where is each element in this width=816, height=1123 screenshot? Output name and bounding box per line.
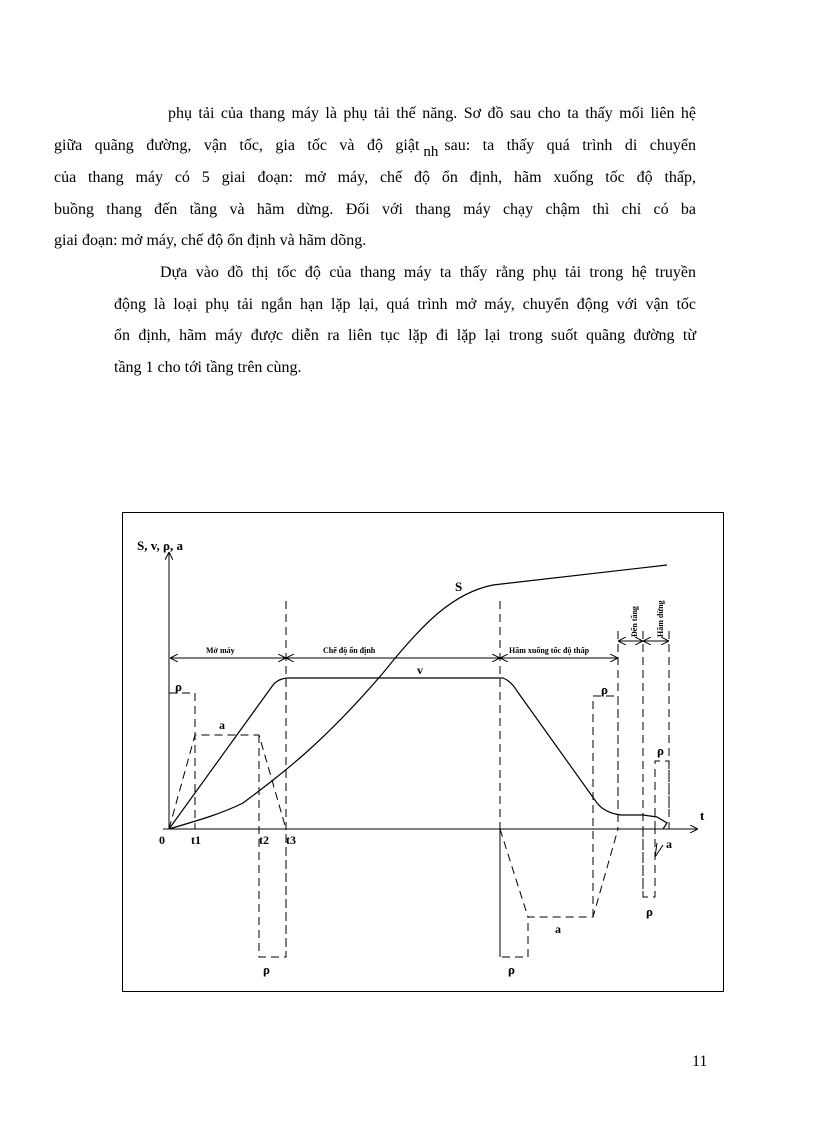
origin-label: 0 [159, 833, 165, 847]
distance-curve [169, 565, 667, 829]
paragraph-2-line-3: ổn định, hãm máy được diễn ra liên tục lặp đi lặp lại trong suốt quãng đường từ [114, 327, 696, 344]
paragraph-1-line-4: buồng thang đến tầng và hãm dừng. Đối với thang máy chạy chậm thì chỉ có ba [54, 200, 696, 218]
final-decel [655, 843, 663, 857]
paragraph-1 [54, 98, 696, 257]
phase-label-steady: Chế độ ổn định [323, 646, 376, 655]
a-label-slowdown: a [555, 922, 561, 936]
a-label-stop: a [666, 837, 672, 851]
accel-start [169, 735, 286, 829]
paragraph-2 [114, 257, 696, 383]
paragraph-1-line-3: của thang máy có 5 giai đoạn: mở máy, chế độ ổn định, hãm xuống tốc độ thấp, [54, 169, 696, 186]
v-curve-label: v [417, 663, 423, 677]
phase-label-start: Mở máy [206, 646, 235, 655]
t3-label: t3 [286, 833, 296, 847]
jerk-pos-stop [655, 761, 669, 829]
rho-label-start: ρ [175, 679, 182, 694]
y-axis-label: S, v, ρ, a [137, 538, 183, 553]
paragraph-1-line-5: giai đoạn: mở máy, chế độ ổn định và hãm dõng. [54, 232, 367, 249]
rho-label-slowdown-pos: ρ [601, 682, 608, 697]
elevator-motion-diagram [122, 512, 724, 992]
page-number: 11 [692, 1053, 708, 1070]
paragraph-1-line-2-before: giữa quãng đường, vận tốc, gia tốc và độ giật [54, 136, 420, 154]
decel-slowdown [500, 829, 618, 917]
jerk-pos-slowdown [593, 696, 618, 917]
velocity-curve [169, 678, 667, 829]
jerk-start [169, 693, 195, 829]
rho-label-t2: ρ [263, 962, 270, 977]
paragraph-1-line-2 [54, 130, 696, 163]
s-curve-label: S [455, 579, 463, 594]
jerk-neg-stop [643, 829, 655, 897]
paragraph-2-line-4: tầng 1 cho tới tầng trên cùng. [114, 358, 302, 376]
paragraph-2-line-1: Dựa vào đồ thị tốc độ của thang máy ta thấy rằng phụ tải trong hệ truyền [160, 264, 696, 281]
phase-label-arrive: Đến tầng [630, 606, 639, 637]
paragraph-1-line-2-after: sau: ta thấy quá trình di chuyển [444, 136, 696, 154]
paragraph-1-line-1: phụ tải của thang máy là phụ tải thế năng. Sơ đồ sau cho ta thấy mối liên hệ [168, 105, 696, 122]
phase-label-stop: Hãm dừng [656, 600, 665, 637]
rho-label-stop-pos: ρ [657, 743, 664, 758]
paragraph-2-line-2: động là loại phụ tải ngắn hạn lặp lại, quá trình mở máy, chuyển động với vận tốc [114, 295, 696, 313]
rho-label-slowdown-neg: ρ [508, 962, 515, 977]
x-axis-label: t [700, 808, 705, 823]
diagram-canvas [123, 513, 723, 991]
rho-label-stop-neg: ρ [646, 904, 653, 919]
phase-label-slowdown: Hãm xuống tốc độ thấp [509, 646, 590, 655]
jerk-subscript: nh [423, 143, 439, 160]
a-label-start: a [219, 718, 225, 732]
jerk-neg-slowdown [500, 829, 528, 957]
t1-label: t1 [191, 833, 201, 847]
t2-label: t2 [259, 833, 269, 847]
